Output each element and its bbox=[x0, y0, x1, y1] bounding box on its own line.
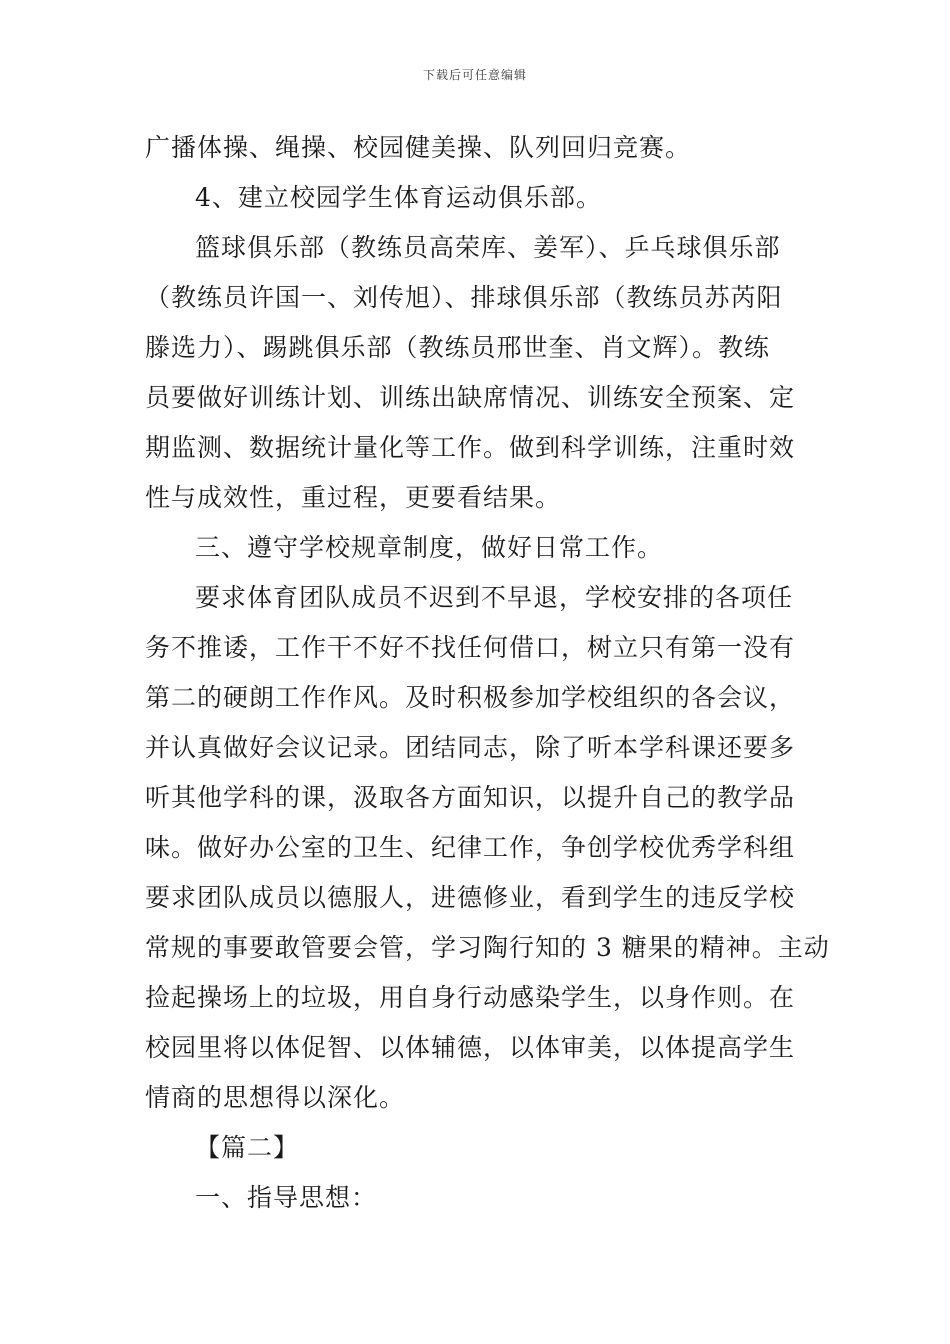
text-line: 第二的硬朗工作作风。及时积极参加学校组织的各会议， bbox=[145, 683, 796, 712]
text-line: 员要做好训练计划、训练出缺席情况、训练安全预案、定 bbox=[145, 383, 796, 412]
section-item-4: 4、建立校园学生体育运动俱乐部。 bbox=[195, 183, 602, 212]
text-line: 要求团队成员以德服人，进德修业，看到学生的违反学校 bbox=[145, 883, 796, 912]
part-heading: 【篇二】 bbox=[195, 1133, 300, 1162]
text-line: 务不推诿，工作干不好不找任何借口，树立只有第一没有 bbox=[145, 633, 796, 662]
text-line: 性与成效性，重过程，更要看结果。 bbox=[145, 483, 562, 512]
text-line: （教练员许国一、刘传旭）、排球俱乐部（教练员苏芮阳 bbox=[145, 283, 783, 312]
text-line: 听其他学科的课，汲取各方面知识，以提升自己的教学品 bbox=[145, 783, 796, 812]
section-heading-1: 一、指导思想： bbox=[195, 1183, 378, 1212]
document-body bbox=[145, 128, 830, 1228]
text-line: 并认真做好会议记录。团结同志，除了听本学科课还要多 bbox=[145, 733, 796, 762]
paragraph-start: 要求体育团队成员不迟到不早退，学校安排的各项任 bbox=[195, 583, 794, 612]
text-line: 味。做好办公室的卫生、纪律工作，争创学校优秀学科组 bbox=[145, 833, 796, 862]
text-line: 捡起操场上的垃圾，用自身行动感染学生，以身作则。在 bbox=[145, 983, 796, 1012]
page-header: 下载后可任意编辑 bbox=[422, 68, 527, 82]
text-line: 广播体操、绳操、校园健美操、队列回归竞赛。 bbox=[145, 133, 692, 162]
text-line: 期监测、数据统计量化等工作。做到科学训练，注重时效 bbox=[145, 433, 796, 462]
text-line: 滕选力）、踢跳俱乐部（教练员邢世奎、肖文辉）。教练 bbox=[145, 333, 771, 362]
text-line: 常规的事要敢管要会管，学习陶行知的 3 糖果的精神。主动 bbox=[145, 933, 830, 962]
text-line: 校园里将以体促智、以体辅德，以体审美，以体提高学生 bbox=[145, 1033, 796, 1062]
section-heading-3: 三、遵守学校规章制度，做好日常工作。 bbox=[195, 533, 664, 562]
text-line: 情商的思想得以深化。 bbox=[145, 1083, 406, 1112]
paragraph-start: 篮球俱乐部（教练员高荣库、姜军）、乒乓球俱乐部 bbox=[195, 233, 781, 262]
